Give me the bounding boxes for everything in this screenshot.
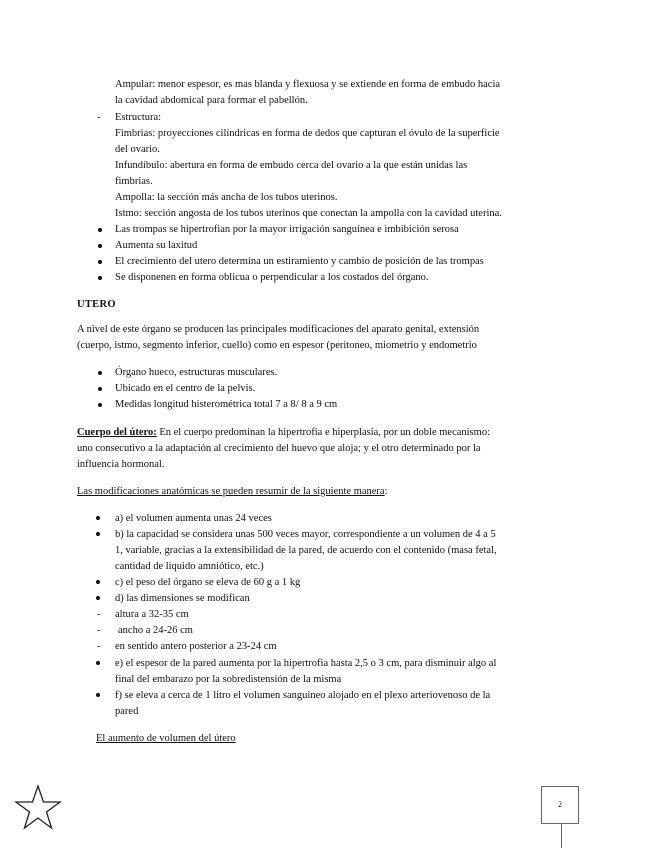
list-item: El crecimiento del utero determina un estiramiento y cambio de posición de las trompas	[115, 256, 484, 267]
utero-paragraph-line-1: A nivel de este órgano se producen las principales modificaciones del aparato genital, extensión	[77, 324, 480, 335]
bullet-dot	[96, 516, 100, 520]
list-item: altura a 32-35 cm	[115, 609, 189, 620]
dash-marker: -	[97, 625, 101, 636]
istmo-line: Istmo: sección angosta de los tubos uterinos que conectan la ampolla con la cavidad uterina.	[115, 208, 502, 219]
bullet-dot	[98, 228, 102, 232]
estructura-label: Estructura:	[115, 112, 162, 123]
section-heading-utero: UTERO	[77, 299, 116, 310]
page-number-connector	[561, 823, 562, 848]
bullet-dot	[98, 371, 102, 375]
utero-paragraph-line-2: (cuerpo, istmo, segmento inferior, cuello) como en espesor (peritoneo, miometrio y endometrio	[77, 340, 477, 351]
dash-marker: -	[97, 112, 101, 123]
bullet-dot	[96, 693, 100, 697]
dash-marker: -	[97, 641, 101, 652]
list-item: Órgano hueco, estructuras musculares.	[115, 367, 278, 378]
cuerpo-line-1-text: En el cuerpo predominan la hipertrofia e hiperplasia, por un doble mecanismo:	[156, 427, 490, 438]
page-number: 2	[558, 800, 562, 809]
list-item: Las trompas se hipertrofian por la mayor irrigación sanguínea e imbibición serosa	[115, 224, 459, 235]
aumento-heading: El aumento de volumen del útero	[96, 733, 236, 744]
bullet-dot	[96, 596, 100, 600]
list-item: a) el volumen aumenta unas 24 veces	[115, 513, 272, 524]
fimbrias-line-1: Fimbrias: proyecciones cilíndricas en forma de dedos que capturan el óvulo de la superficie	[115, 128, 500, 139]
star-icon	[14, 784, 62, 832]
cuerpo-line-3: influencia hormonal.	[77, 459, 165, 470]
modificaciones-heading-colon: :	[384, 486, 388, 497]
list-item: d) las dimensiones se modifican	[115, 593, 250, 604]
list-item-continuation: 1, variable, gracias a la extensibilidad de la pared, de acuerdo con el contenido (masa fetal,	[115, 545, 497, 556]
cuerpo-label: Cuerpo del útero:	[77, 427, 157, 438]
list-item: en sentido antero posterior a 23-24 cm	[115, 641, 277, 652]
list-item: Se disponenen en forma oblicua o perpendicular a los costados del órgano.	[115, 272, 429, 283]
modificaciones-heading	[77, 484, 388, 500]
list-item: Medidas longitud histerométrica total 7 a 8/ 8 a 9 cm	[115, 399, 338, 410]
infundibulo-line-1: Infundíbulo: abertura en forma de embudo cerca del ovario a la que están unidas las	[115, 160, 468, 171]
fimbrias-line-2: del ovario.	[115, 144, 160, 155]
list-item: f) se eleva a cerca de 1 litro el volumen sanguineo alojado en el plexo arteriovenoso de la	[115, 690, 491, 701]
list-item: Aumenta su laxitud	[115, 240, 198, 251]
ampolla-line: Ampolla: la sección más ancha de los tubos uterinos.	[115, 192, 338, 203]
modificaciones-heading-text: Las modificaciones anatómicas se pueden resumir de la siguiente manera	[77, 486, 385, 497]
ampular-line-1: Ampular: menor espesor, es mas blanda y flexuosa y se extiende en forma de embudo hacia	[115, 79, 501, 90]
list-item: e) el espesor de la pared aumenta por la hipertrofia hasta 2,5 o 3 cm, para disminuir algo al	[115, 658, 497, 669]
cuerpo-line-2: uno consecutivo a la adaptación al crecimiento del huevo que aloja; y el otro determinado por la	[77, 443, 481, 454]
bullet-dot	[98, 276, 102, 280]
list-item-continuation: cantidad de liquido amniótico, etc.)	[115, 561, 264, 572]
bullet-dot	[96, 580, 100, 584]
bullet-dot	[98, 387, 102, 391]
list-item: c) el peso del órgano se eleva de 60 g a 1 kg	[115, 577, 301, 588]
list-item-continuation: final del embarazo por la sobredistensión de la misma	[115, 674, 342, 685]
dash-marker: -	[97, 609, 101, 620]
cuerpo-line-1	[77, 425, 490, 441]
list-item: b) la capacidad se considera unas 500 veces mayor, correspondiente a un volumen de 4 a 5	[115, 529, 496, 540]
infundibulo-line-2: fimbrias.	[115, 176, 153, 187]
list-item-continuation: pared	[115, 706, 139, 717]
bullet-dot	[98, 403, 102, 407]
list-item: Ubicado en el centro de la pelvis.	[115, 383, 256, 394]
bullet-dot	[96, 532, 100, 536]
page-number-box	[541, 786, 579, 824]
ampular-line-2: la cavidad abdomical para formar el pabellón.	[115, 95, 308, 106]
bullet-dot	[98, 260, 102, 264]
bullet-dot	[96, 661, 100, 665]
bullet-dot	[98, 244, 102, 248]
list-item: ancho a 24-26 cm	[118, 625, 193, 636]
